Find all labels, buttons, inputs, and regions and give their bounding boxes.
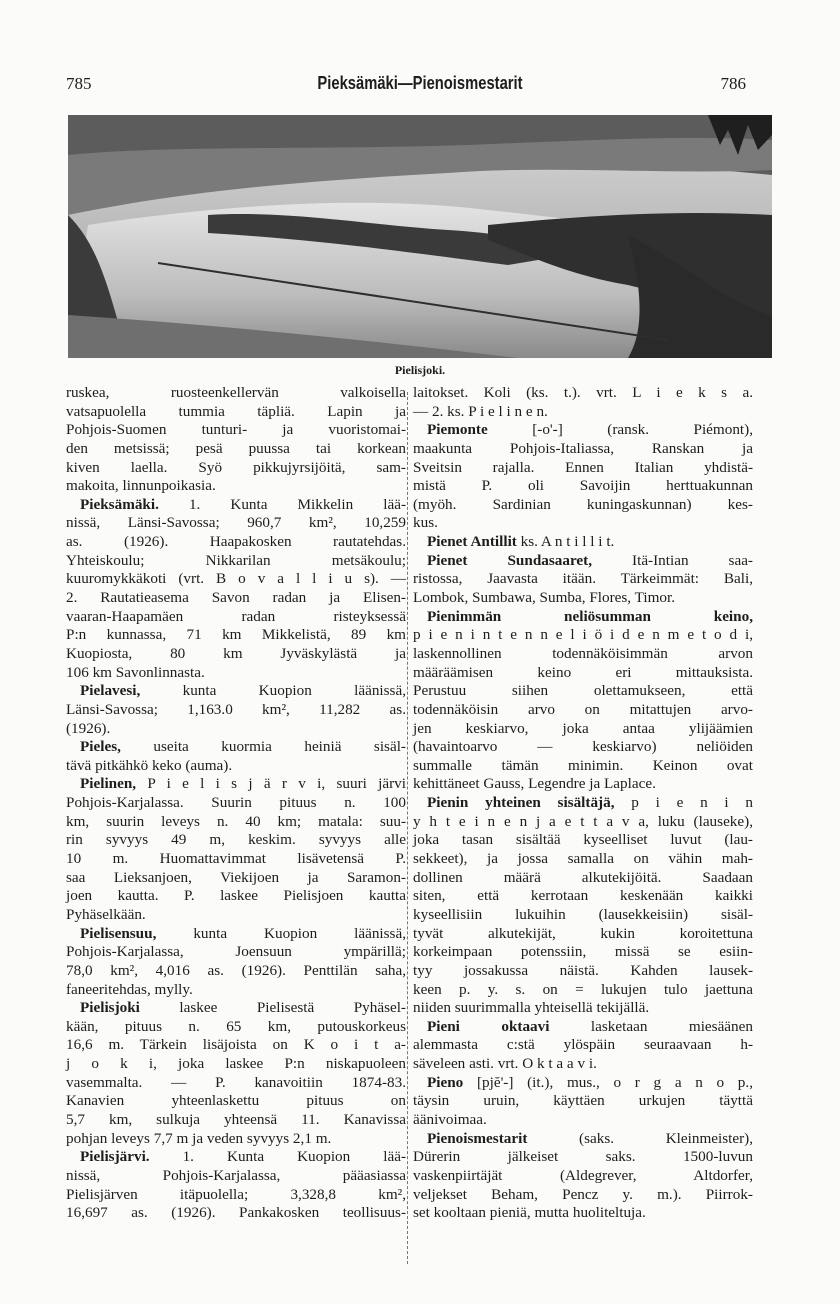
line-text: laskennollinen todennäköisimmän arvon	[413, 644, 753, 662]
text-column-right	[413, 384, 753, 1223]
line-text: rin syvyys 49 m, keskim. syvyys alle	[66, 831, 406, 849]
line-text: määräämisen keino eri mittauksista.	[413, 663, 753, 681]
line-text: (saks. Kleinmeister),	[527, 1129, 753, 1147]
line-text: kus.	[413, 514, 438, 532]
text-line	[413, 1204, 753, 1223]
text-line	[66, 1018, 406, 1037]
text-line	[413, 664, 753, 683]
line-text: saa Lieksanjoen, Viekijoen ja Saramon-	[66, 868, 406, 886]
line-text: laitokset. Koli (ks. t.). vrt. L i e k s a.	[413, 384, 753, 401]
line-text: y h t e i n e n j a e t t a v a, luku (lauseke),	[413, 812, 753, 830]
line-text: säveleen asti. vrt. O k t a a v i.	[413, 1055, 597, 1073]
line-text: kään, pituus n. 65 km, putouskorkeus	[66, 1017, 406, 1035]
line-text: kyseellisiin lukuihin (lausekkeisiin) sisäl-	[413, 905, 753, 923]
entry	[413, 533, 753, 552]
entry	[66, 999, 406, 1148]
line-text: alemmasta c:stä ylöspäin seuraavaan h-	[413, 1036, 753, 1054]
text-line	[413, 981, 753, 1000]
text-line	[413, 869, 753, 888]
line-text: joka tasan sisältää kyseelliset luvut (lau-	[413, 831, 753, 849]
line-text: (1926).	[66, 719, 111, 737]
line-text: [-o'-] (ransk. Piémont),	[487, 421, 753, 439]
text-line	[413, 496, 753, 515]
line-text: den metsissä; pesä puussa tai korkean	[66, 439, 406, 457]
text-line	[66, 701, 406, 720]
entry	[66, 775, 406, 924]
column-divider	[407, 392, 408, 1264]
text-line	[413, 925, 753, 944]
line-text: täysin uruin, käyttäen urkujen täyttä	[413, 1092, 753, 1110]
text-line	[413, 1055, 753, 1074]
text-line	[66, 720, 406, 739]
text-line	[413, 943, 753, 962]
text-line	[66, 999, 406, 1018]
entry	[66, 682, 406, 738]
line-text: vasemmalta. — P. kanavoitiin 1874-83.	[66, 1073, 406, 1091]
text-line	[66, 570, 406, 589]
text-line	[413, 1018, 753, 1037]
text-line	[66, 440, 406, 459]
entry	[413, 1074, 753, 1130]
line-text: 78,0 km², 4,016 as. (1926). Penttilän saha,	[66, 961, 406, 979]
text-line	[413, 720, 753, 739]
line-text: useita kuormia heiniä sisäl-	[120, 738, 406, 756]
line-text: siten, että kerrotaan keskenään kaikki	[413, 887, 753, 905]
text-line	[413, 906, 753, 925]
line-text: jen keskiarvo, joka antaa ylijäämien	[413, 719, 753, 737]
text-line	[413, 645, 753, 664]
line-text: summalle tämän minimin. Keinon ovat	[413, 756, 753, 774]
text-line	[413, 962, 753, 981]
text-line	[413, 1148, 753, 1167]
text-line	[413, 459, 753, 478]
line-text: — 2. ks. P i e l i n e n.	[413, 402, 548, 420]
text-line	[66, 682, 406, 701]
text-line	[66, 1036, 406, 1055]
line-text: Kuopiosta, 80 km Jyväskylästä ja	[66, 644, 406, 662]
page-number-left: 785	[66, 74, 92, 93]
line-text: set kooltaan pieniä, mutta huoliteltuja.	[413, 1204, 646, 1222]
entry-term: Pielisjärvi.	[80, 1148, 150, 1166]
line-text: (myöh. Sardinian kuningaskunnan) kes-	[413, 495, 753, 513]
entry	[66, 496, 406, 682]
line-text: Pohjois-Karjalassa, Joensuun ympärillä;	[66, 943, 406, 961]
line-text: tyvät alkutekijät, kukin koroitettuna	[413, 924, 753, 942]
text-line	[66, 1130, 406, 1149]
line-text: vaskenpiirtäjät (Aldegrever, Altdorfer,	[413, 1166, 753, 1184]
text-line	[413, 757, 753, 776]
text-line	[413, 403, 753, 422]
line-text: Dürerin jälkeiset saks. 1500-luvun	[413, 1148, 753, 1166]
line-text: nissä, Länsi-Savossa; 960,7 km², 10,259	[66, 514, 406, 532]
line-text: (havaintoarvo — keskiarvo) neliöiden	[413, 738, 753, 756]
text-line	[413, 682, 753, 701]
line-text: j o k i, joka laskee P:n niskapuoleen	[66, 1055, 406, 1073]
text-line	[413, 1074, 753, 1093]
text-line	[413, 813, 753, 832]
text-line	[66, 906, 406, 925]
text-line	[66, 421, 406, 440]
line-text: kiven laella. Syö pikkujyrsijöitä, sam-	[66, 458, 406, 476]
text-line	[66, 1167, 406, 1186]
line-text: 1. Kunta Kuopion lää-	[149, 1148, 406, 1166]
entry-term: Pielisensuu,	[80, 924, 157, 942]
line-text: vaaran-Haapamäen radan risteyksessä	[66, 607, 406, 625]
line-text: 16,697 as. (1926). Pankakosken teollisuus-	[66, 1204, 406, 1222]
entry	[413, 608, 753, 794]
line-text: makoita, linnunpoikasia.	[66, 477, 216, 495]
text-line	[66, 981, 406, 1000]
text-line	[66, 850, 406, 869]
line-text: Itä-Intian saa-	[592, 551, 753, 569]
entry	[413, 1018, 753, 1074]
text-line	[413, 738, 753, 757]
line-text: kunta Kuopion läänissä,	[140, 682, 406, 700]
text-line	[66, 384, 406, 403]
text-line	[413, 570, 753, 589]
line-text: Lombok, Sumbawa, Sumba, Flores, Timor.	[413, 589, 676, 607]
text-line	[413, 1167, 753, 1186]
text-line	[66, 459, 406, 478]
line-text: kunta Kuopion läänissä,	[156, 924, 406, 942]
entry-term: Pienet Antillit	[427, 533, 517, 551]
text-line	[66, 869, 406, 888]
line-text: Pyhäselkään.	[66, 905, 146, 923]
entry-term: Pienet Sundasaaret,	[427, 551, 593, 569]
line-text: km, suurin leveys n. 40 km; matala: suu-	[66, 812, 406, 830]
text-line	[66, 1111, 406, 1130]
text-line	[413, 608, 753, 627]
entry-term: Piemonte	[427, 421, 488, 439]
line-text: Pielisjärven itäpuolella; 3,328,8 km²,	[66, 1185, 406, 1203]
line-text: [pjĕ'-] (it.), mus., o r g a n o p.,	[463, 1073, 753, 1091]
text-line	[413, 850, 753, 869]
line-text: sekkeet), ja jossa samalla on vähin mah-	[413, 850, 753, 868]
text-line	[413, 477, 753, 496]
entry-continuation	[413, 384, 753, 421]
line-text: nissä, Pohjois-Karjalassa, pääasiassa	[66, 1166, 406, 1184]
text-line	[66, 794, 406, 813]
photo-caption: Pielisjoki.	[394, 363, 446, 377]
text-line	[66, 477, 406, 496]
entry-term: Pielinen,	[80, 775, 137, 793]
line-text: Länsi-Savossa; 1,163.0 km², 11,282 as.	[66, 700, 406, 718]
entry-term: Pieno	[427, 1073, 464, 1091]
text-line	[413, 831, 753, 850]
lake-photograph	[68, 115, 772, 358]
text-column-left	[66, 384, 406, 1223]
line-text: 16,6 m. Tärkein lisäjoista on K o i t a-	[66, 1036, 406, 1054]
line-text: veljekset Beham, Pencz y. m.). Piirrok-	[413, 1185, 753, 1203]
entry	[413, 421, 753, 533]
entry-term: Pienimmän neliösumman keino,	[427, 607, 753, 625]
text-line	[66, 1148, 406, 1167]
text-line	[413, 887, 753, 906]
text-line	[66, 496, 406, 515]
text-line	[66, 589, 406, 608]
line-text: P i e l i s j ä r v i, suuri järvi	[136, 775, 406, 793]
line-text: Pohjois-Karjalassa. Suurin pituus n. 100	[66, 794, 406, 812]
line-text: todennäköisin arvo on mitattujen arvo-	[413, 700, 753, 718]
text-line	[413, 440, 753, 459]
text-line	[413, 775, 753, 794]
line-text: tyy jossakussa näistä. Kahden lausek-	[413, 961, 753, 979]
line-text: 1. Kunta Mikkelin lää-	[158, 495, 406, 513]
text-line	[66, 552, 406, 571]
line-text: lasketaan miesäänen	[549, 1017, 753, 1035]
text-line	[413, 1036, 753, 1055]
text-line	[66, 403, 406, 422]
running-title: Pieksämäki—Pienoismestarit	[317, 73, 523, 93]
text-line	[66, 1092, 406, 1111]
text-line	[413, 999, 753, 1018]
text-line	[413, 589, 753, 608]
entry-term: Pieles,	[80, 738, 121, 756]
line-text: maakunta Pohjois-Italiassa, Ranskan ja	[413, 439, 753, 457]
line-text: ks. A n t i l l i t.	[516, 533, 615, 551]
text-line	[66, 757, 406, 776]
entry-term: Pielavesi,	[80, 682, 141, 700]
text-line	[413, 1130, 753, 1149]
line-text: äänivoimaa.	[413, 1110, 487, 1128]
text-line	[413, 626, 753, 645]
entry-term: Pienin yhteinen sisältäjä,	[427, 794, 615, 812]
line-text: joen kautta. P. laskee Pielisjoen kautta	[66, 887, 406, 905]
text-line	[413, 794, 753, 813]
text-line	[66, 514, 406, 533]
entry	[66, 1148, 406, 1223]
line-text: niiden suurimmalla yhteisellä tekijällä.	[413, 999, 650, 1017]
line-text: ruskea, ruosteenkellervän valkoisella	[66, 384, 406, 401]
text-line	[413, 701, 753, 720]
line-text: tävä pitkähkö keko (auma).	[66, 756, 233, 774]
text-line	[66, 1186, 406, 1205]
text-line	[66, 626, 406, 645]
line-text: vatsapuolella tummia täpliä. Lapin ja	[66, 402, 406, 420]
line-text: p i e n i n	[614, 794, 754, 812]
line-text: 2. Rautatieasema Savon radan ja Elisen-	[66, 589, 406, 607]
text-line	[66, 831, 406, 850]
text-line	[66, 887, 406, 906]
text-line	[413, 421, 753, 440]
entry	[413, 794, 753, 1018]
entry-term: Pieksämäki.	[80, 495, 159, 513]
entry	[413, 552, 753, 608]
text-line	[66, 775, 406, 794]
entry-term: Pienoismestarit	[427, 1129, 528, 1147]
text-line	[413, 1111, 753, 1130]
line-text: as. (1926). Haapakosken rautatehdas.	[66, 533, 406, 551]
text-line	[66, 664, 406, 683]
text-line	[66, 1074, 406, 1093]
line-text: pohjan leveys 7,7 m ja veden syvyys 2,1 m.	[66, 1129, 332, 1147]
page-number-right: 786	[720, 74, 746, 93]
line-text: Sveitsin rajalla. Ennen Italian yhdistä-	[413, 458, 753, 476]
text-line	[66, 1204, 406, 1223]
text-line	[413, 1186, 753, 1205]
line-text: korkeimpaan potenssiin, missä se esiin-	[413, 943, 753, 961]
text-line	[66, 738, 406, 757]
line-text: ristossa, Jaavasta itään. Tärkeimmät: Bali,	[413, 570, 753, 588]
text-line	[66, 533, 406, 552]
line-text: laskee Pielisestä Pyhäsel-	[139, 999, 406, 1017]
text-line	[413, 552, 753, 571]
line-text: faneeritehdas, mylly.	[66, 980, 193, 998]
line-text: Perustuu siihen olettamukseen, että	[413, 682, 753, 700]
text-line	[66, 943, 406, 962]
entry	[66, 925, 406, 1000]
line-text: keen p. y. s. on = lukujen tulo jaettuna	[413, 980, 753, 998]
line-text: P:n kunnassa, 71 km Mikkelistä, 89 km	[66, 626, 406, 644]
text-line	[413, 533, 753, 552]
line-text: 5,7 km, sulkuja yhteensä 11. Kanavissa	[66, 1110, 406, 1128]
entry-term: Pielisjoki	[80, 999, 140, 1017]
line-text: Kanavien yhteenlaskettu pituus on	[66, 1092, 406, 1110]
line-text: kehittäneet Gauss, Legendre ja Laplace.	[413, 775, 656, 793]
text-line	[66, 925, 406, 944]
line-text: p i e n i n t e n n e l i ö i d e n m e t o d i,	[413, 626, 753, 644]
text-line	[413, 384, 753, 403]
line-text: kuuromykkäkoti (vrt. B o v a l l i u s). —	[66, 570, 406, 588]
text-line	[66, 608, 406, 627]
line-text: Yhteiskoulu; Nikkarilan metsäkoulu;	[66, 551, 406, 569]
line-text: 106 km Savonlinnasta.	[66, 663, 205, 681]
text-line	[66, 1055, 406, 1074]
entry	[413, 1130, 753, 1223]
text-line	[413, 514, 753, 533]
line-text: Pohjois-Suomen tunturi- ja vuoristomai-	[66, 421, 406, 439]
text-line	[66, 813, 406, 832]
entry	[66, 738, 406, 775]
line-text: dollinen määrä alkutekijöitä. Saadaan	[413, 868, 753, 886]
line-text: 10 m. Huomattavimmat lisävetensä P.	[66, 850, 406, 868]
entry-continuation	[66, 384, 406, 496]
entry-term: Pieni oktaavi	[427, 1017, 550, 1035]
line-text: mistä P. oli Savoijin herttuakunnan	[413, 477, 753, 495]
text-line	[66, 962, 406, 981]
text-line	[66, 645, 406, 664]
text-line	[413, 1092, 753, 1111]
